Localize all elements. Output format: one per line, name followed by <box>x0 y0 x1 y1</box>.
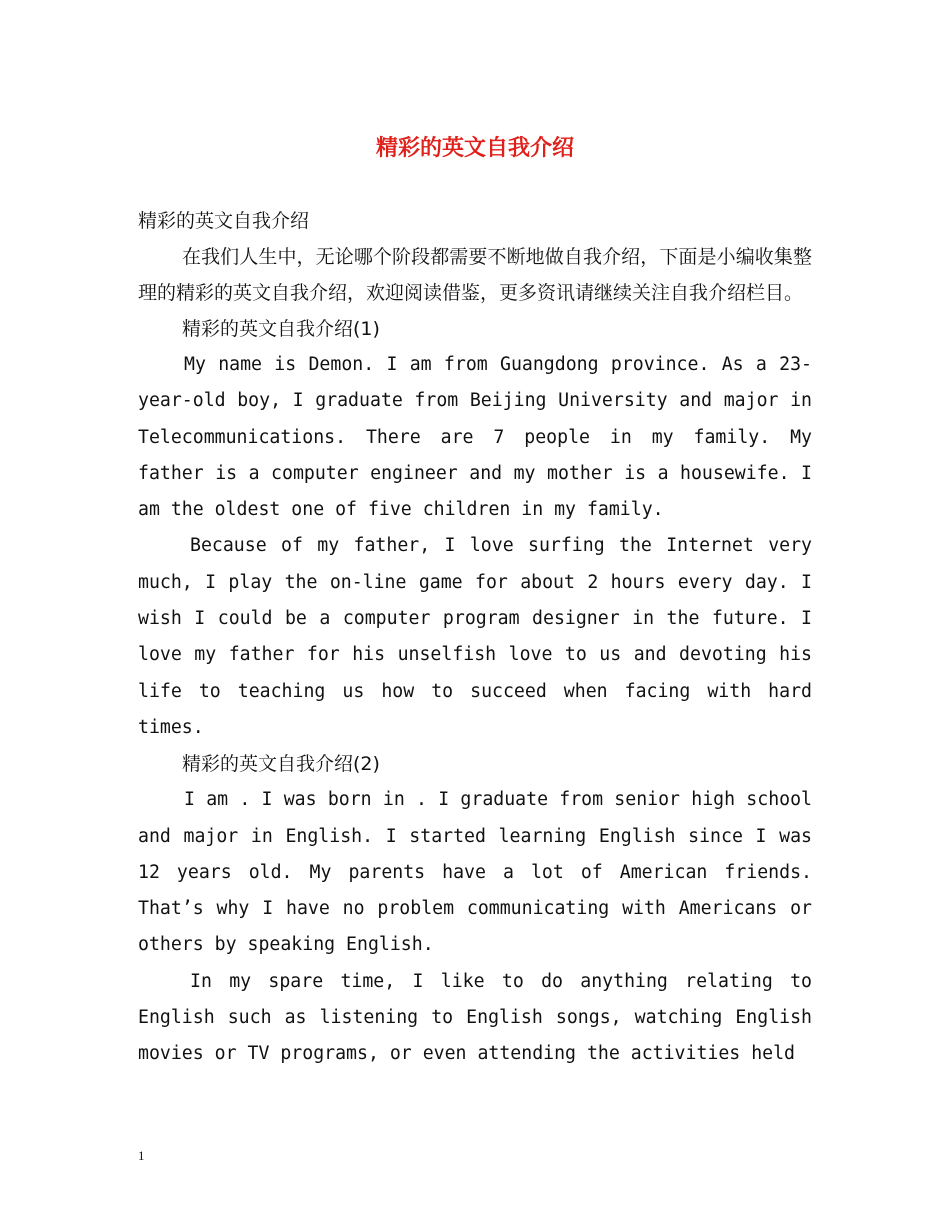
section-2-paragraph-1: I am . I was born in . I graduate from senior high school and major in English. I started learning English since I was 12 years old. My parents have a lot of American friends. That’s why I have no problem communicating with Americans or others by speaking English. <box>138 789 812 956</box>
page-number: 1 <box>138 1148 145 1163</box>
section-1-paragraph-2: Because of my father, I love surfing the Internet very much, I play the on-line game for about 2 hours every day. I wish I could be a computer program designer in the future. I love my father for his unselfish love to us and devoting his life to teaching us how to succeed when facing with hard times. <box>138 535 812 738</box>
section-2-paragraph-2: In my spare time, I like to do anything relating to English such as listening to English songs, watching English movies or TV programs, or even attending the activities held <box>138 970 812 1065</box>
section-1-paragraph-1: My name is Demon. I am from Guangdong province. As a 23-year-old boy, I graduate from Beijing University and major in Telecommunications. There are 7 people in my family. My father is a computer engineer and my mother is a housewife. I am the oldest one of five children in my family. <box>138 354 812 521</box>
document-subtitle: 精彩的英文自我介绍 <box>138 210 310 232</box>
document-body <box>138 203 812 1073</box>
intro-paragraph: 在我们人生中，无论哪个阶段都需要不断地做自我介绍，下面是小编收集整理的精彩的英文自我介绍，欢迎阅读借鉴，更多资讯请继续关注自我介绍栏目。 <box>138 246 812 304</box>
section-heading-2: 精彩的英文自我介绍(2) <box>182 753 380 776</box>
section-heading-1: 精彩的英文自我介绍(1) <box>182 318 380 340</box>
document-title: 精彩的英文自我介绍 <box>375 135 574 161</box>
